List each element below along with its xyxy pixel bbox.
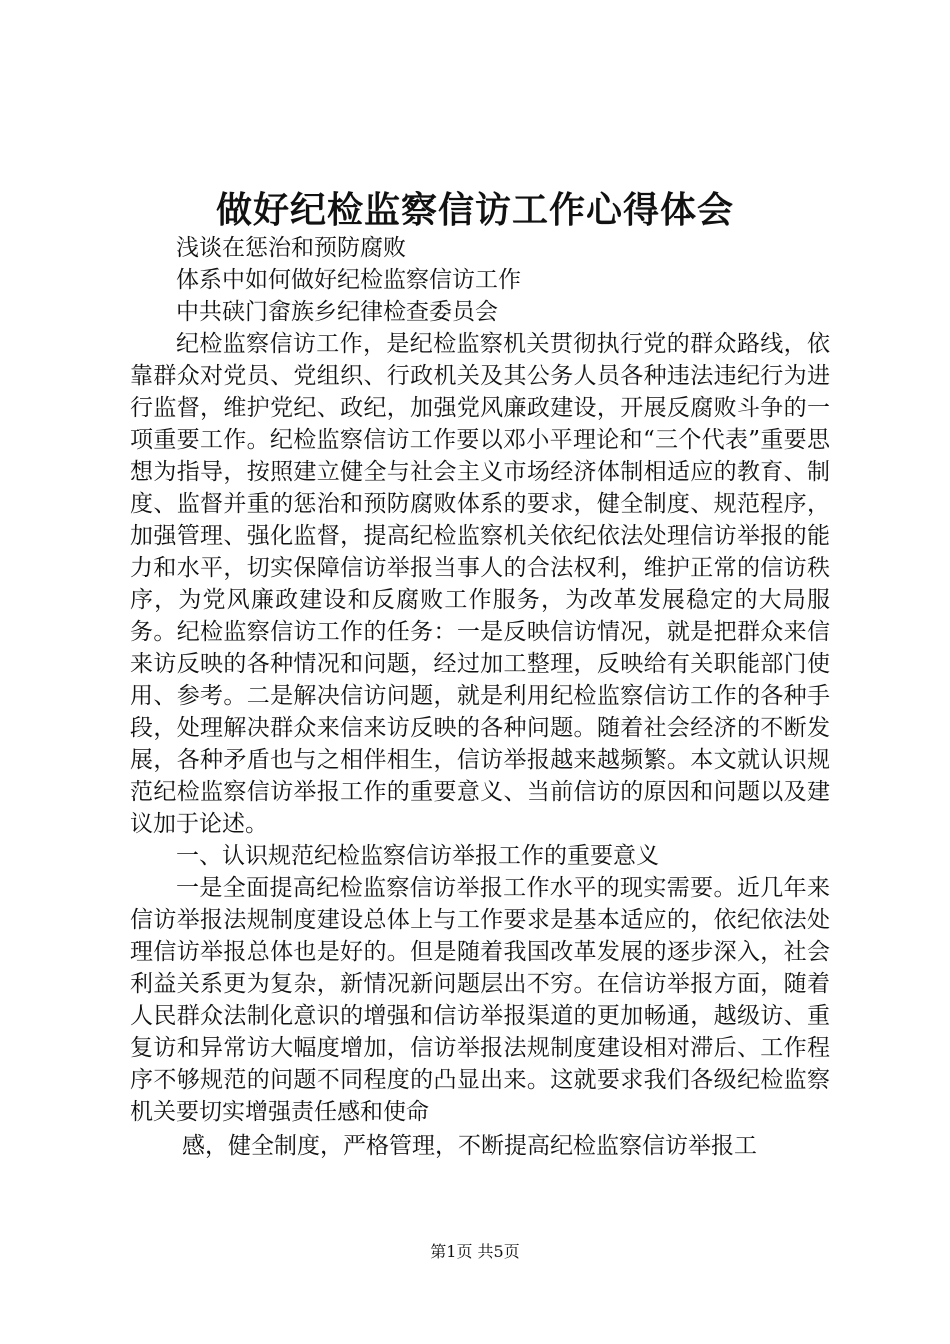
subtitle-line: 浅谈在惩治和预防腐败 [176, 235, 406, 261]
page-number-footer: 第1页 共5页 [430, 1242, 520, 1261]
subtitle-line: 体系中如何做好纪检监察信访工作 [176, 267, 521, 293]
document-title: 做好纪检监察信访工作心得体会 [215, 189, 734, 231]
section-heading: 一、认识规范纪检监察信访举报工作的重要意义 [176, 843, 659, 869]
body-paragraph: 一是全面提高纪检监察信访举报工作水平的现实需要。近几年来信访举报法规制度建设总体上与工作要求是基本适应的，依纪依法处理信访举报总体也是好的。但是随着我国改革发展的逐步深入，社会利益关系更为复杂，新情况新问题层出不穷。在信访举报方面，随着人民群众法制化意识的增强和信访举报渠道的更加畅通，越级访、重复访和异常访大幅度增加，信访举报法规制度建设相对滞后、工作程序不够规范的问题不同程度的凸显出来。这就要求我们各级纪检监察机关要切实增强责任感和使命 [130, 875, 830, 1125]
body-paragraph: 纪检监察信访工作，是纪检监察机关贯彻执行党的群众路线，依靠群众对党员、党组织、行政机关及其公务人员各种违法违纪行为进行监督，维护党纪、政纪，加强党风廉政建设，开展反腐败斗争的一项重要工作。纪检监察信访工作要以邓小平理论和“三个代表”重要思想为指导，按照建立健全与社会主义市场经济体制相适应的教育、制度、监督并重的惩治和预防腐败体系的要求，健全制度、规范程序，加强管理、强化监督，提高纪检监察机关依纪依法处理信访举报的能力和水平，切实保障信访举报当事人的合法权利，维护正常的信访秩序，为党风廉政建设和反腐败工作服务，为改革发展稳定的大局服务。纪检监察信访工作的任务：一是反映信访情况，就是把群众来信来访反映的各种情况和问题，经过加工整理，反映给有关职能部门使用、参考。二是解决信访问题，就是利用纪检监察信访工作的各种手段，处理解决群众来信来访反映的各种问题。随着社会经济的不断发展，各种矛盾也与之相伴相生，信访举报越来越频繁。本文就认识规范纪检监察信访举报工作的重要意义、当前信访的原因和问题以及建议加于论述。 [130, 331, 830, 837]
body-paragraph-continuation: 感，健全制度，严格管理，不断提高纪检监察信访举报工 [182, 1133, 757, 1159]
subtitle-line: 中共硖门畲族乡纪律检查委员会 [176, 299, 498, 325]
document-body [130, 232, 830, 1162]
